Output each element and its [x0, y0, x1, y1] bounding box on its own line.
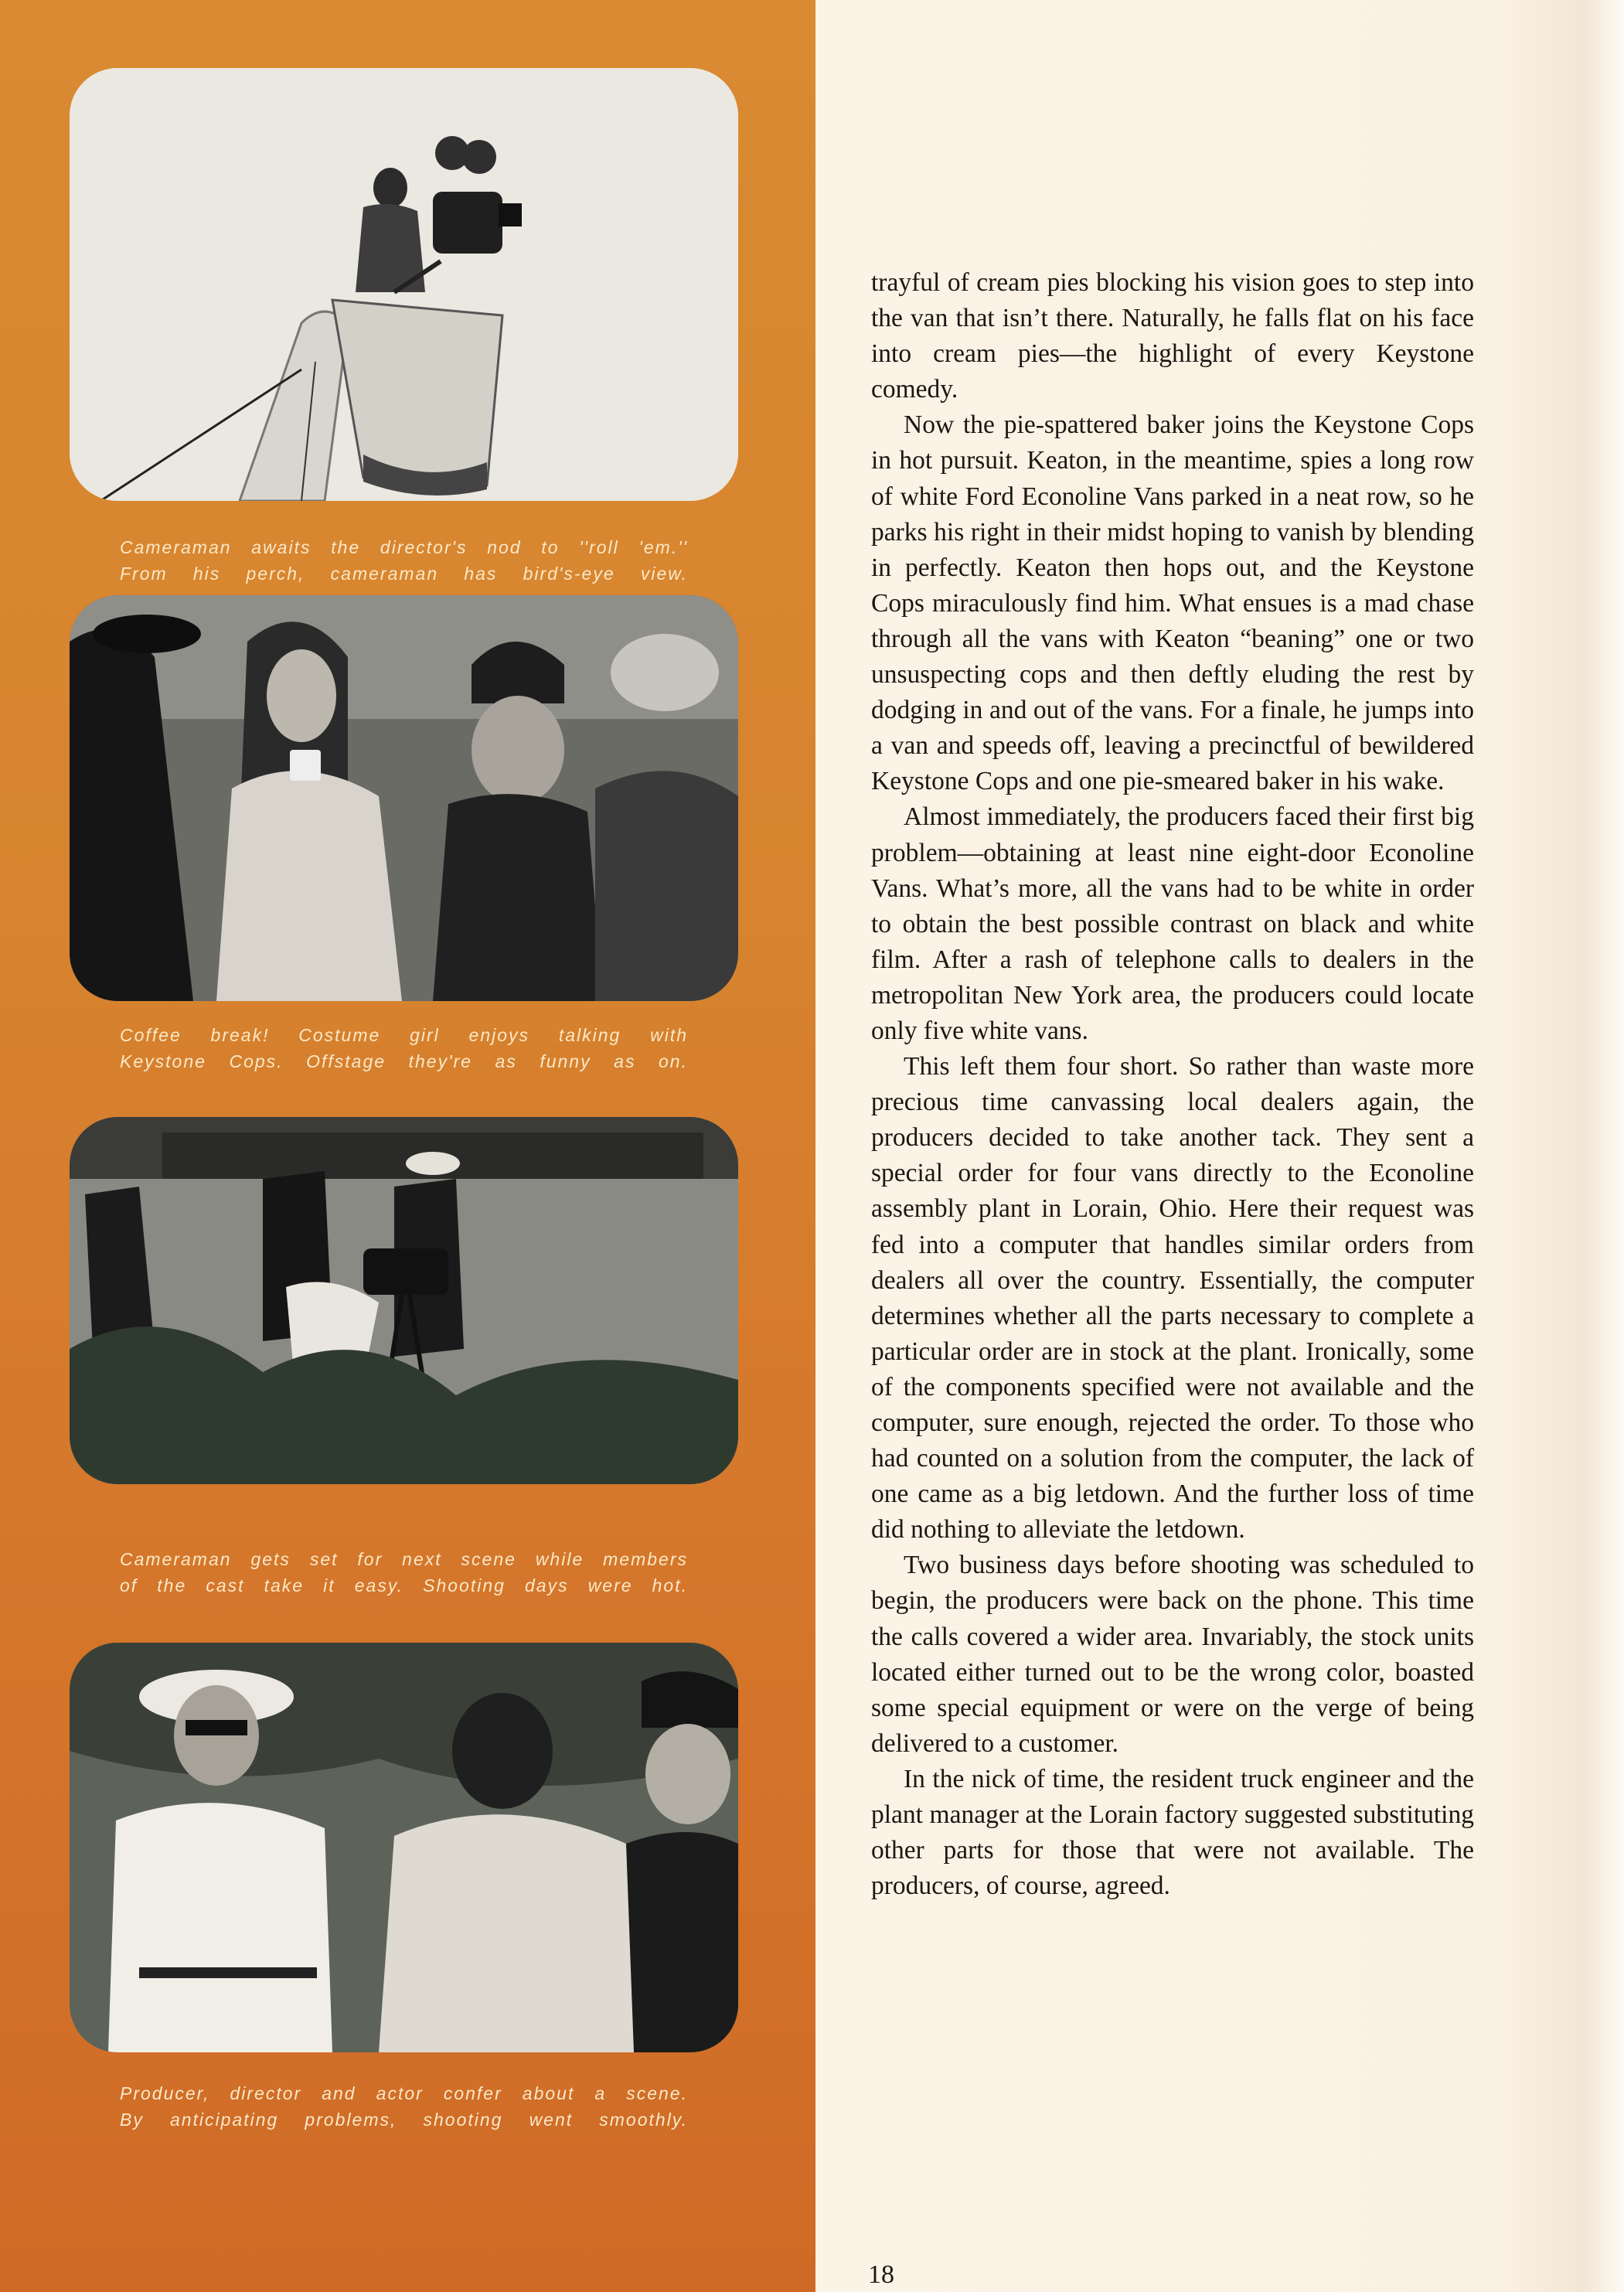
article-paragraph: Two business days before shooting was scheduled to begin, the producers were back on the phone. This time the calls covered a wider area. Invariably, the stock units located either turned out to be the wrong color, boasted some special equipment or were on the verge of being delivered to a customer. — [871, 1551, 1474, 1758]
caption-line: By anticipating problems, shooting went smoothly. — [120, 2110, 688, 2130]
page-number: 18 — [868, 2260, 894, 2289]
caption-line: of the cast take it easy. Shooting days were hot. — [120, 1575, 688, 1596]
caption-line: From his perch, cameraman has bird's-eye view. — [120, 564, 688, 584]
article-paragraph: trayful of cream pies blocking his vision goes to step into the van that isn’t there. Naturally, he falls flat on his face into cream pies—the highlight of every Keystone comedy. — [871, 268, 1474, 404]
cameraman-crane-image — [70, 68, 738, 501]
article-body — [871, 265, 1474, 1904]
coffee-break-image — [70, 595, 738, 1001]
article-paragraph: Now the pie-spattered baker joins the Keystone Cops in hot pursuit. Keaton, in the meantime, spies a long row of white Ford Econoline Vans parked in a neat row, so he parks his right in their midst hoping to vanish by blending in perfectly. Keaton then hops out, and the Keystone Cops miraculously find him. What ensues is a mad chase through all the vans with Keaton “beaning” one or two unsuspecting cops and then deftly eluding the rest by dodging in and out of the vans. For a finale, he jumps into a van and speeds off, leaving a precinctful of bewildered Keystone Cops and one pie-smeared baker in his wake. — [871, 410, 1474, 796]
article-paragraph: Almost immediately, the producers faced their first big problem—obtaining at least nine eight-door Econoline Vans. What’s more, all the vans had to be white in order to obtain the best possible contrast on black and white film. After a rash of telephone calls to dealers in the metropolitan New York area, the producers could locate only five white vans. — [871, 802, 1474, 1045]
article-paragraph: This left them four short. So rather than waste more precious time canvassing local dealers again, the producers decided to take another tack. They sent a special order for four vans directly to the Econoline assembly plant in Lorain, Ohio. Here their request was fed into a computer that handles similar orders from dealers all over the country. Essentially, the computer determines whether all the parts necessary to complete a particular order are in stock at the plant. Ironically, some of the components specified were not available and the computer, sure enough, rejected the order. To those who had counted on a solution from the computer, the lack of one came as a big letdown. And the further loss of time did nothing to alleviate the letdown. — [871, 1052, 1474, 1544]
caption-line: Cameraman gets set for next scene while members — [120, 1549, 688, 1569]
caption-line: Coffee break! Costume girl enjoys talking with — [120, 1025, 688, 1045]
caption-line: Producer, director and actor confer about a scene. — [120, 2083, 688, 2103]
article-paragraph: In the nick of time, the resident truck engineer and the plant manager at the Lorain factory suggested substituting other parts for those that were not available. The producers, of course, agreed. — [871, 1764, 1474, 1901]
producer-director-actor-image — [70, 1643, 738, 2052]
photo-producer-director-actor — [70, 1643, 738, 2052]
photo-caption — [120, 534, 688, 587]
caption-line: Keystone Cops. Offstage they're as funny as on. — [120, 1051, 688, 1071]
cameraman-tripod-image — [70, 1117, 738, 1484]
photo-coffee-break — [70, 595, 738, 1001]
photo-caption — [120, 1022, 688, 1074]
photo-caption — [120, 1546, 688, 1599]
caption-line: Cameraman awaits the director's nod to ''roll 'em.'' — [120, 537, 688, 557]
photo-cameraman-crane — [70, 68, 738, 501]
photo-cameraman-tripod — [70, 1117, 738, 1484]
photo-caption — [120, 2080, 688, 2133]
